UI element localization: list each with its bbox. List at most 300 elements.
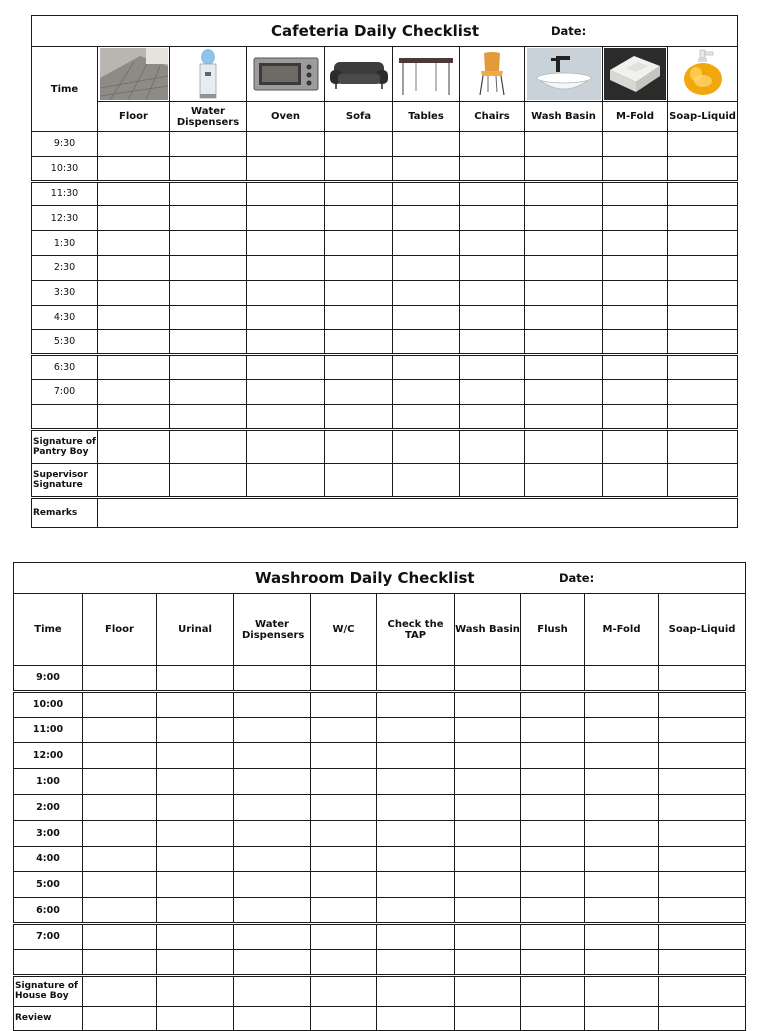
checklist-cell[interactable] [234,898,311,924]
checklist-cell[interactable] [311,820,377,846]
checklist-cell[interactable] [247,429,325,463]
checklist-cell[interactable] [525,330,603,355]
checklist-cell[interactable] [525,231,603,256]
checklist-cell[interactable] [585,691,659,717]
checklist-cell[interactable] [170,156,247,181]
time-row [14,794,746,820]
checklist-cell[interactable] [83,898,157,924]
checklist-cell[interactable] [247,231,325,256]
checklist-cell[interactable] [393,181,460,206]
checklist-cell[interactable] [98,231,170,256]
checklist-cell[interactable] [393,231,460,256]
checklist-cell[interactable] [659,717,746,743]
checklist-cell[interactable] [311,1006,377,1030]
column-header-wash-basin: Wash Basin [455,594,521,666]
checklist-cell[interactable] [234,666,311,692]
checklist-cell[interactable] [98,255,170,280]
checklist-cell[interactable] [311,769,377,795]
checklist-cell[interactable] [377,769,455,795]
checklist-cell[interactable] [170,463,247,497]
checklist-cell[interactable] [521,666,585,692]
column-header-chairs: Chairs [460,102,525,132]
checklist-cell[interactable] [521,691,585,717]
checklist-cell[interactable] [668,255,738,280]
checklist-cell[interactable] [311,949,377,975]
checklist-cell[interactable] [393,156,460,181]
checklist-cell[interactable] [668,379,738,404]
checklist-cell[interactable] [83,769,157,795]
checklist-cell[interactable] [659,949,746,975]
checklist-cell[interactable] [393,429,460,463]
checklist-cell[interactable] [325,132,393,157]
checklist-cell[interactable] [585,1006,659,1030]
time-row [32,280,738,305]
checklist-cell[interactable] [455,820,521,846]
checklist-cell[interactable] [170,379,247,404]
checklist-cell[interactable] [668,132,738,157]
checklist-cell[interactable] [585,743,659,769]
checklist-cell[interactable] [234,975,311,1006]
checklist-cell[interactable] [234,717,311,743]
checklist-cell[interactable] [157,743,234,769]
checklist-cell[interactable] [460,231,525,256]
column-header-floor: Floor [83,594,157,666]
checklist-cell[interactable] [525,379,603,404]
checklist-cell[interactable] [585,872,659,898]
checklist-cell[interactable] [525,132,603,157]
checklist-cell[interactable] [521,717,585,743]
checklist-cell[interactable] [460,379,525,404]
checklist-cell[interactable] [157,794,234,820]
checklist-cell[interactable] [525,355,603,380]
checklist-cell[interactable] [603,280,668,305]
checklist-cell[interactable] [83,820,157,846]
time-row [32,305,738,330]
checklist-cell[interactable] [585,898,659,924]
checklist-cell[interactable] [521,898,585,924]
checklist-cell[interactable] [170,132,247,157]
checklist-cell[interactable] [585,923,659,949]
checklist-cell[interactable] [455,666,521,692]
checklist-cell[interactable] [393,255,460,280]
checklist-cell[interactable] [585,717,659,743]
checklist-cell[interactable] [157,872,234,898]
checklist-cell[interactable] [585,949,659,975]
checklist-cell[interactable] [234,794,311,820]
supervisor-signature-label: Supervisor Signature [32,463,98,497]
checklist-cell[interactable] [455,691,521,717]
checklist-cell[interactable] [247,404,325,429]
checklist-cell[interactable] [234,820,311,846]
checklist-cell[interactable] [325,255,393,280]
checklist-cell[interactable] [83,666,157,692]
checklist-cell[interactable] [585,666,659,692]
checklist-cell[interactable] [247,330,325,355]
checklist-cell[interactable] [525,305,603,330]
checklist-cell[interactable] [157,820,234,846]
checklist-cell[interactable] [170,206,247,231]
checklist-cell[interactable] [377,898,455,924]
time-row [32,330,738,355]
checklist-cell[interactable] [325,305,393,330]
checklist-cell[interactable] [659,923,746,949]
checklist-cell[interactable] [311,872,377,898]
checklist-cell[interactable] [247,379,325,404]
checklist-cell[interactable] [311,794,377,820]
checklist-cell[interactable] [247,156,325,181]
checklist-cell[interactable] [460,404,525,429]
column-header-soap-liquid: Soap-Liquid [659,594,746,666]
checklist-cell[interactable] [668,330,738,355]
checklist-cell[interactable] [460,132,525,157]
checklist-cell[interactable] [659,743,746,769]
checklist-cell[interactable] [98,429,170,463]
checklist-cell[interactable] [311,691,377,717]
checklist-cell[interactable] [377,923,455,949]
time-slot-label: 10:00 [14,691,83,717]
checklist-cell[interactable] [325,379,393,404]
checklist-cell[interactable] [83,872,157,898]
checklist-cell[interactable] [603,181,668,206]
checklist-cell[interactable] [668,404,738,429]
time-slot-label: 4:00 [14,846,83,872]
checklist-cell[interactable] [603,255,668,280]
checklist-cell[interactable] [247,132,325,157]
checklist-cell[interactable] [311,923,377,949]
checklist-cell[interactable] [603,404,668,429]
checklist-cell[interactable] [98,305,170,330]
checklist-cell[interactable] [98,206,170,231]
time-slot-label: 2:00 [14,794,83,820]
checklist-cell[interactable] [377,949,455,975]
checklist-cell[interactable] [247,355,325,380]
checklist-cell[interactable] [83,846,157,872]
checklist-cell[interactable] [460,181,525,206]
checklist-cell[interactable] [525,280,603,305]
time-slot-label: 12:30 [32,206,98,231]
checklist-cell[interactable] [234,691,311,717]
checklist-cell[interactable] [585,769,659,795]
checklist-cell[interactable] [83,975,157,1006]
checklist-cell[interactable] [157,769,234,795]
column-header-water-dispensers: Water Dispensers [234,594,311,666]
checklist-cell[interactable] [377,794,455,820]
checklist-cell[interactable] [377,691,455,717]
checklist-cell[interactable] [311,666,377,692]
checklist-cell[interactable] [668,305,738,330]
table-icon [393,47,460,102]
checklist-cell[interactable] [659,1006,746,1030]
checklist-cell[interactable] [668,231,738,256]
checklist-cell[interactable] [83,949,157,975]
checklist-cell[interactable] [585,794,659,820]
checklist-cell[interactable] [311,717,377,743]
time-row [32,355,738,380]
checklist-cell[interactable] [325,463,393,497]
checklist-cell[interactable] [98,132,170,157]
column-header-tables: Tables [393,102,460,132]
checklist-cell[interactable] [325,206,393,231]
time-row [32,132,738,157]
checklist-cell[interactable] [157,846,234,872]
checklist-cell[interactable] [603,206,668,231]
time-slot-label: 12:00 [14,743,83,769]
checklist-cell[interactable] [170,255,247,280]
checklist-cell[interactable] [98,330,170,355]
checklist-cell[interactable] [460,255,525,280]
checklist-cell[interactable] [98,156,170,181]
column-header-m-fold: M-Fold [585,594,659,666]
checklist-cell[interactable] [460,355,525,380]
checklist-cell[interactable] [325,355,393,380]
checklist-cell[interactable] [603,330,668,355]
time-slot-label: 6:00 [14,898,83,924]
checklist-cell[interactable] [234,846,311,872]
column-header-urinal: Urinal [157,594,234,666]
checklist-cell[interactable] [659,975,746,1006]
checklist-cell[interactable] [460,463,525,497]
checklist-cell[interactable] [521,1006,585,1030]
checklist-cell[interactable] [455,743,521,769]
checklist-cell[interactable] [393,280,460,305]
column-header-soap-liquid: Soap-Liquid [668,102,738,132]
checklist-cell[interactable] [659,820,746,846]
checklist-cell[interactable] [521,949,585,975]
checklist-cell[interactable] [170,404,247,429]
checklist-cell[interactable] [460,156,525,181]
checklist-cell[interactable] [521,846,585,872]
checklist-cell[interactable] [525,404,603,429]
time-slot-label: 9:30 [32,132,98,157]
checklist-cell[interactable] [157,666,234,692]
checklist-cell[interactable] [234,872,311,898]
washroom-date-label: Date: [559,571,595,585]
checklist-cell[interactable] [83,691,157,717]
time-row [14,666,746,692]
checklist-cell[interactable] [377,666,455,692]
time-row [14,923,746,949]
checklist-cell[interactable] [311,898,377,924]
checklist-cell[interactable] [603,231,668,256]
checklist-cell[interactable] [455,1006,521,1030]
checklist-cell[interactable] [247,255,325,280]
checklist-cell[interactable] [455,769,521,795]
checklist-cell[interactable] [311,846,377,872]
time-row [32,255,738,280]
checklist-cell[interactable] [659,769,746,795]
floor-tile-icon [98,47,170,102]
checklist-cell[interactable] [234,743,311,769]
washroom-title: Washroom Daily Checklist [255,569,475,587]
checklist-cell[interactable] [393,132,460,157]
remarks-field[interactable] [98,497,738,527]
checklist-cell[interactable] [393,330,460,355]
oven-icon [247,47,325,102]
checklist-cell[interactable] [460,280,525,305]
checklist-cell[interactable] [234,1006,311,1030]
checklist-cell[interactable] [455,794,521,820]
checklist-cell[interactable] [455,846,521,872]
time-row [32,206,738,231]
checklist-cell[interactable] [83,1006,157,1030]
checklist-cell[interactable] [393,404,460,429]
checklist-cell[interactable] [170,355,247,380]
checklist-cell[interactable] [521,769,585,795]
checklist-cell[interactable] [325,429,393,463]
checklist-cell[interactable] [521,794,585,820]
time-slot-label: 9:00 [14,666,83,692]
checklist-cell[interactable] [521,975,585,1006]
checklist-cell[interactable] [668,181,738,206]
checklist-cell[interactable] [247,206,325,231]
checklist-cell[interactable] [455,872,521,898]
checklist-cell[interactable] [525,463,603,497]
checklist-cell[interactable] [585,975,659,1006]
checklist-cell[interactable] [525,429,603,463]
checklist-cell[interactable] [98,355,170,380]
checklist-cell[interactable] [393,463,460,497]
checklist-cell[interactable] [393,206,460,231]
checklist-cell[interactable] [157,691,234,717]
column-header-oven: Oven [247,102,325,132]
checklist-cell[interactable] [585,820,659,846]
checklist-cell[interactable] [98,463,170,497]
checklist-cell[interactable] [455,717,521,743]
checklist-cell[interactable] [377,872,455,898]
checklist-cell[interactable] [157,975,234,1006]
checklist-cell[interactable] [521,820,585,846]
checklist-cell[interactable] [521,923,585,949]
checklist-cell[interactable] [98,379,170,404]
checklist-cell[interactable] [668,429,738,463]
time-slot-label: 10:30 [32,156,98,181]
checklist-cell[interactable] [393,355,460,380]
checklist-cell[interactable] [311,975,377,1006]
checklist-cell[interactable] [83,717,157,743]
checklist-cell[interactable] [83,743,157,769]
column-header-flush: Flush [521,594,585,666]
checklist-cell[interactable] [525,255,603,280]
checklist-cell[interactable] [393,379,460,404]
washroom-checklist-table [13,562,746,1031]
checklist-cell[interactable] [234,923,311,949]
time-slot-label: 1:30 [32,231,98,256]
checklist-cell[interactable] [668,156,738,181]
checklist-cell[interactable] [170,181,247,206]
checklist-cell[interactable] [325,404,393,429]
checklist-cell[interactable] [247,463,325,497]
checklist-cell[interactable] [98,404,170,429]
checklist-cell[interactable] [668,280,738,305]
checklist-cell[interactable] [455,949,521,975]
checklist-cell[interactable] [247,181,325,206]
time-row [14,769,746,795]
checklist-cell[interactable] [585,846,659,872]
checklist-cell[interactable] [325,280,393,305]
checklist-cell[interactable] [521,872,585,898]
checklist-cell[interactable] [659,846,746,872]
time-slot-label: 3:30 [32,280,98,305]
checklist-cell[interactable] [377,846,455,872]
checklist-cell[interactable] [521,743,585,769]
checklist-cell[interactable] [455,923,521,949]
checklist-cell[interactable] [170,280,247,305]
checklist-cell[interactable] [157,1006,234,1030]
checklist-cell[interactable] [659,794,746,820]
checklist-cell[interactable] [668,463,738,497]
checklist-cell[interactable] [234,949,311,975]
checklist-cell[interactable] [455,898,521,924]
cafeteria-title-bar [32,16,738,47]
time-slot-label: 5:30 [32,330,98,355]
checklist-cell[interactable] [325,231,393,256]
column-header-m-fold: M-Fold [603,102,668,132]
checklist-cell[interactable] [460,330,525,355]
checklist-cell[interactable] [234,769,311,795]
checklist-cell[interactable] [460,305,525,330]
checklist-cell[interactable] [603,379,668,404]
checklist-cell[interactable] [377,1006,455,1030]
checklist-cell[interactable] [668,355,738,380]
checklist-cell[interactable] [170,305,247,330]
checklist-cell[interactable] [377,820,455,846]
checklist-cell[interactable] [603,132,668,157]
checklist-cell[interactable] [170,231,247,256]
checklist-cell[interactable] [603,429,668,463]
checklist-cell[interactable] [98,280,170,305]
checklist-cell[interactable] [170,330,247,355]
checklist-cell[interactable] [247,280,325,305]
checklist-cell[interactable] [460,429,525,463]
checklist-cell[interactable] [325,156,393,181]
checklist-cell[interactable] [377,975,455,1006]
checklist-cell[interactable] [157,898,234,924]
checklist-cell[interactable] [157,717,234,743]
checklist-cell[interactable] [83,794,157,820]
checklist-cell[interactable] [659,898,746,924]
checklist-cell[interactable] [83,923,157,949]
checklist-cell[interactable] [98,181,170,206]
checklist-cell[interactable] [157,949,234,975]
checklist-cell[interactable] [325,330,393,355]
checklist-cell[interactable] [525,156,603,181]
time-slot-label: 11:30 [32,181,98,206]
checklist-cell[interactable] [325,181,393,206]
checklist-cell[interactable] [377,743,455,769]
checklist-cell[interactable] [603,156,668,181]
checklist-cell[interactable] [659,872,746,898]
checklist-cell[interactable] [377,717,455,743]
checklist-cell[interactable] [525,181,603,206]
checklist-cell[interactable] [170,429,247,463]
checklist-cell[interactable] [247,305,325,330]
checklist-cell[interactable] [603,305,668,330]
checklist-cell[interactable] [659,691,746,717]
checklist-cell[interactable] [525,206,603,231]
water-dispenser-icon [170,47,247,102]
checklist-cell[interactable] [393,305,460,330]
checklist-cell[interactable] [603,463,668,497]
checklist-cell[interactable] [157,923,234,949]
soap-bottle-icon [668,47,738,102]
checklist-cell[interactable] [460,206,525,231]
checklist-cell[interactable] [311,743,377,769]
checklist-cell[interactable] [668,206,738,231]
checklist-cell[interactable] [455,975,521,1006]
checklist-cell[interactable] [603,355,668,380]
checklist-cell[interactable] [659,666,746,692]
time-row [14,898,746,924]
